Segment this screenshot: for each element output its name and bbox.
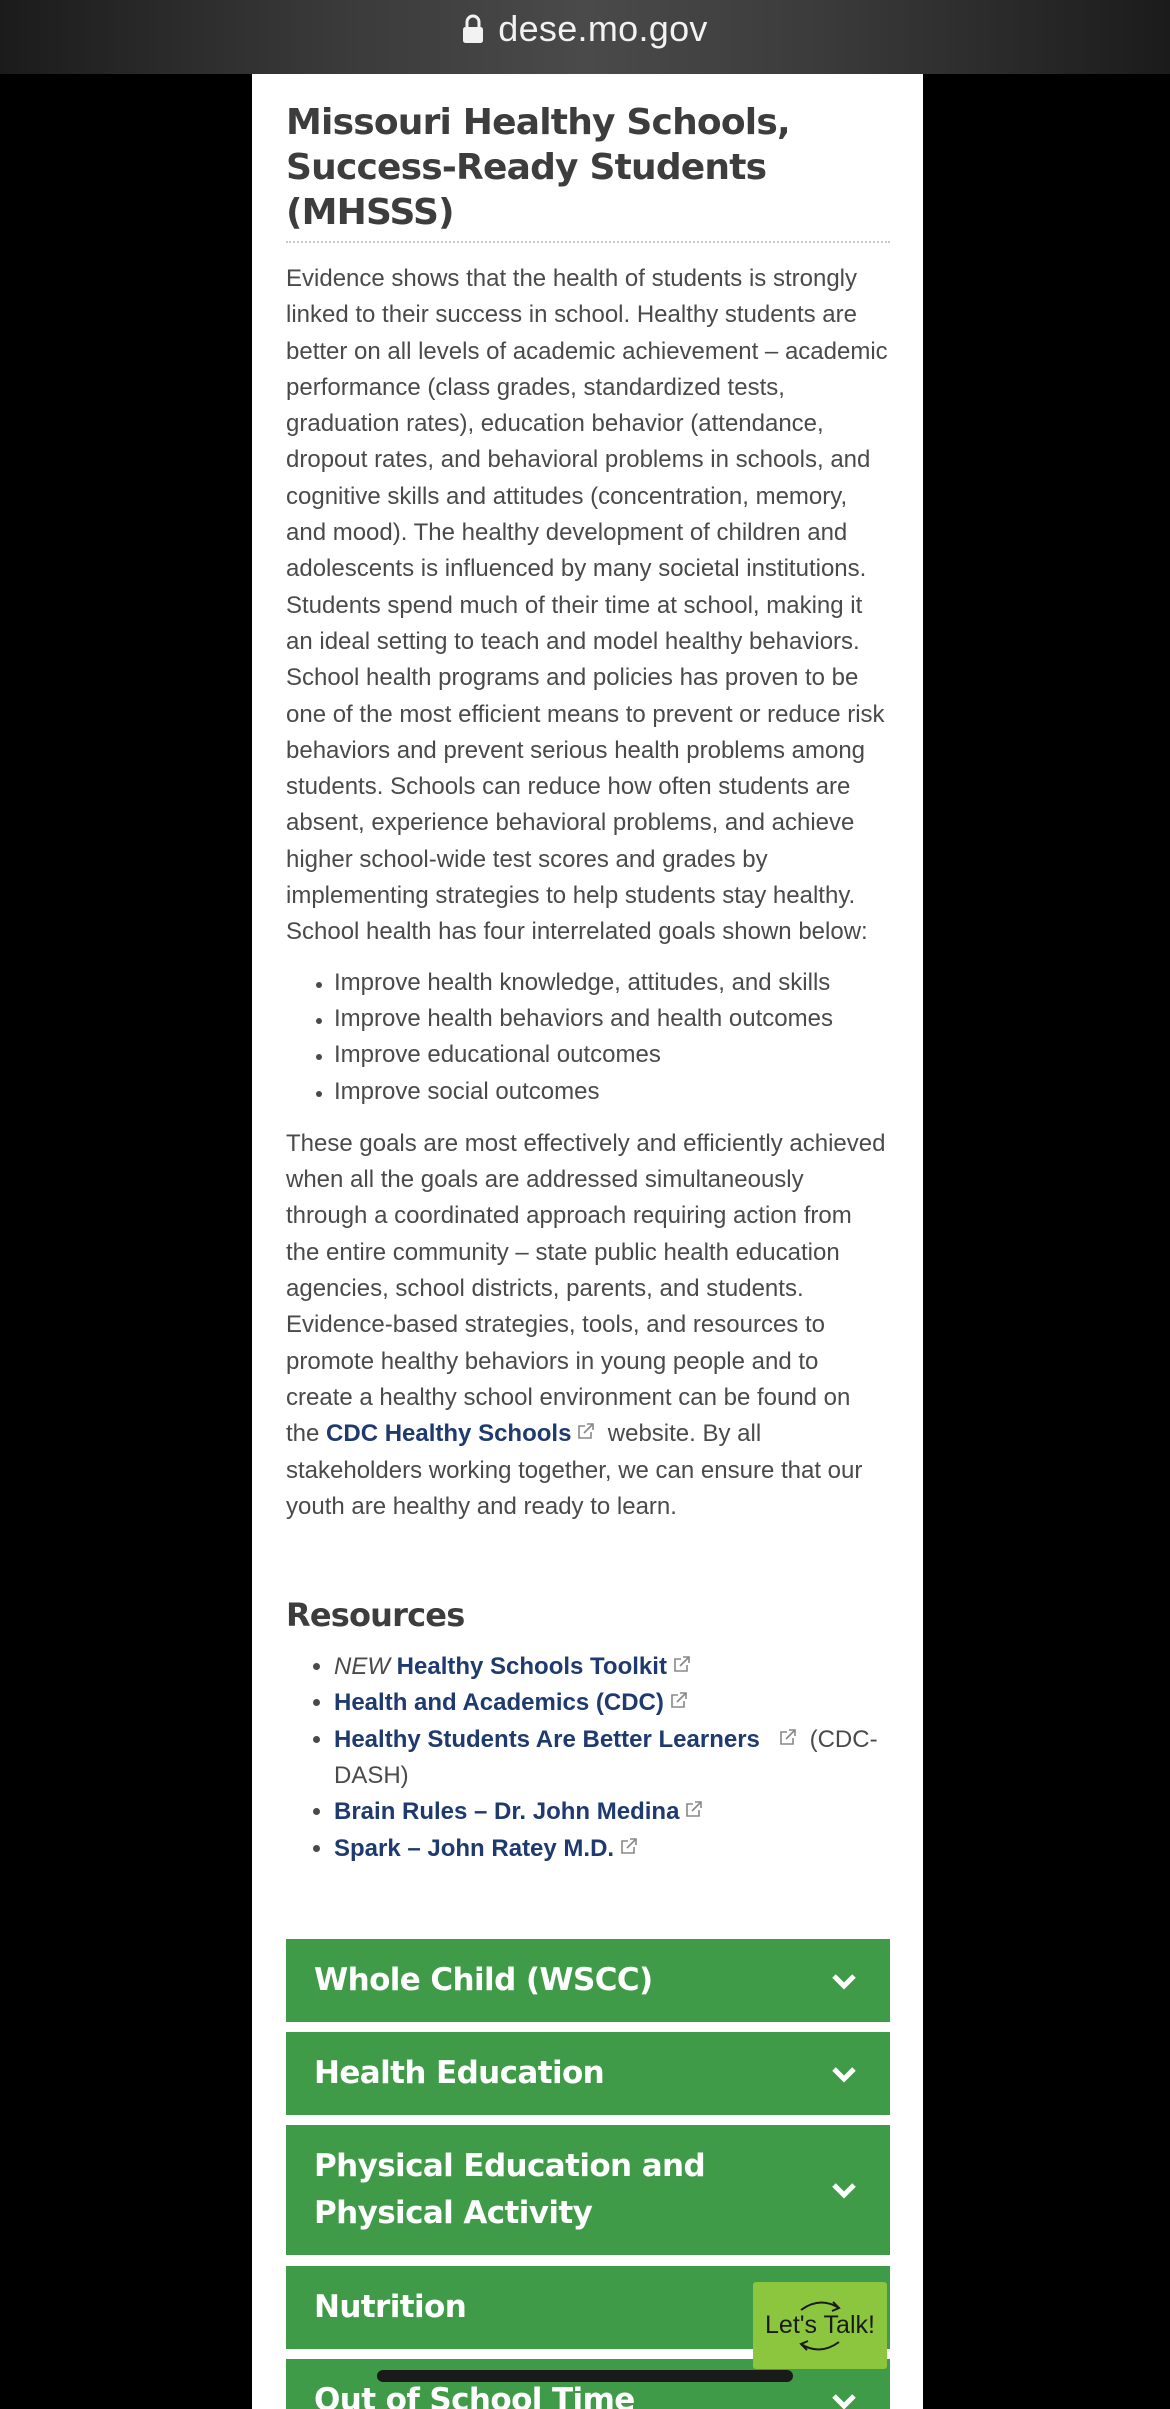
cdc-healthy-schools-link[interactable]: CDC Healthy Schools <box>326 1420 594 1447</box>
lock-icon <box>462 14 484 44</box>
accordion-health-education[interactable]: Health Education <box>286 2032 890 2115</box>
healthy-schools-toolkit-link[interactable]: Healthy Schools Toolkit <box>397 1653 690 1680</box>
lets-talk-chat-button[interactable] <box>753 2282 887 2369</box>
home-indicator <box>377 2370 793 2382</box>
chevron-down-icon <box>830 2064 858 2084</box>
brain-rules-link[interactable]: Brain Rules – Dr. John Medina <box>334 1798 702 1825</box>
chevron-down-icon <box>830 2180 858 2200</box>
list-item: • Improve educational outcomes <box>334 1037 890 1073</box>
page-content <box>252 74 923 2409</box>
resources-heading: Resources <box>286 1596 465 1635</box>
page-title: Missouri Healthy Schools, Success-Ready Students (MHSSS) <box>286 74 890 243</box>
list-item: • Improve health behaviors and health outcomes <box>334 1001 890 1037</box>
list-item <box>334 1794 890 1830</box>
list-item <box>334 1831 890 1867</box>
accordion-out-of-school-time[interactable]: Out of School Time <box>286 2359 890 2409</box>
chat-label: Let's Talk! <box>765 2311 875 2339</box>
external-link-icon <box>620 1838 637 1855</box>
accordion-physical-education[interactable]: Physical Education and Physical Activity <box>286 2125 890 2255</box>
external-link-icon <box>577 1423 594 1440</box>
list-item: • Healthy Students Are Better Learners (CDC-DASH) <box>334 1722 890 1795</box>
goals-paragraph: These goals are most effectively and efficiently achieved when all the goals are addressed simultaneously through a coordinated approach requiring action from the entire community – state public health education agencies, school districts, parents, and students. Evidence-based strategies, tools, and resources to promote healthy behaviors in young people and to create a healthy school environment can be found on the CDC Healthy Schools website. By all stakeholders working together, we can ensure that our youth are healthy and ready to learn. <box>286 1129 886 1520</box>
spark-link[interactable]: Spark – John Ratey M.D. <box>334 1835 637 1862</box>
intro-paragraph: Evidence shows that the health of students is strongly linked to their success in school. Healthy students are better on all levels of academic achievement – academic performance (class grades, standardized tests, graduation rates), education behavior (attendance, dropout rates, and behavioral problems in schools, and cognitive skills and attitudes (concentration, memory, and mood). The healthy development of children and adolescents is influenced by many societal institutions. Students spend much of their time at school, making it an ideal setting to teach and model healthy behaviors. School health programs and policies has proven to be one of the most efficient means to prevent or reduce risk behaviors and prevent serious health problems among students. Schools can reduce how often students are absent, experience behavioral problems, and achieve higher school-wide test scores and grades by implementing strategies to help students stay healthy. School health has four interrelated goals shown below: <box>286 265 888 946</box>
accordion-whole-child[interactable]: Whole Child (WSCC) <box>286 1939 890 2022</box>
list-item: • Improve social outcomes <box>334 1074 890 1110</box>
external-link-icon <box>779 1729 796 1746</box>
external-link-icon <box>673 1656 690 1673</box>
chevron-down-icon <box>830 1971 858 1991</box>
browser-url-bar[interactable] <box>0 0 1170 74</box>
list-item <box>334 1685 890 1721</box>
list-item: • NEW Healthy Schools Toolkit <box>334 1649 890 1685</box>
list-item: • Improve health knowledge, attitudes, and skills <box>334 965 890 1001</box>
healthy-students-link[interactable]: Healthy Students Are Better Learners <box>334 1726 796 1753</box>
resources-list <box>286 1649 890 1867</box>
external-link-icon <box>685 1801 702 1818</box>
chevron-down-icon <box>830 2391 858 2409</box>
health-and-academics-link[interactable]: Health and Academics (CDC) <box>334 1689 687 1716</box>
accordion-nutrition[interactable]: Nutrition <box>286 2266 890 2349</box>
goals-list <box>286 965 890 1110</box>
external-link-icon <box>670 1692 687 1709</box>
url-text: dese.mo.gov <box>498 8 708 49</box>
